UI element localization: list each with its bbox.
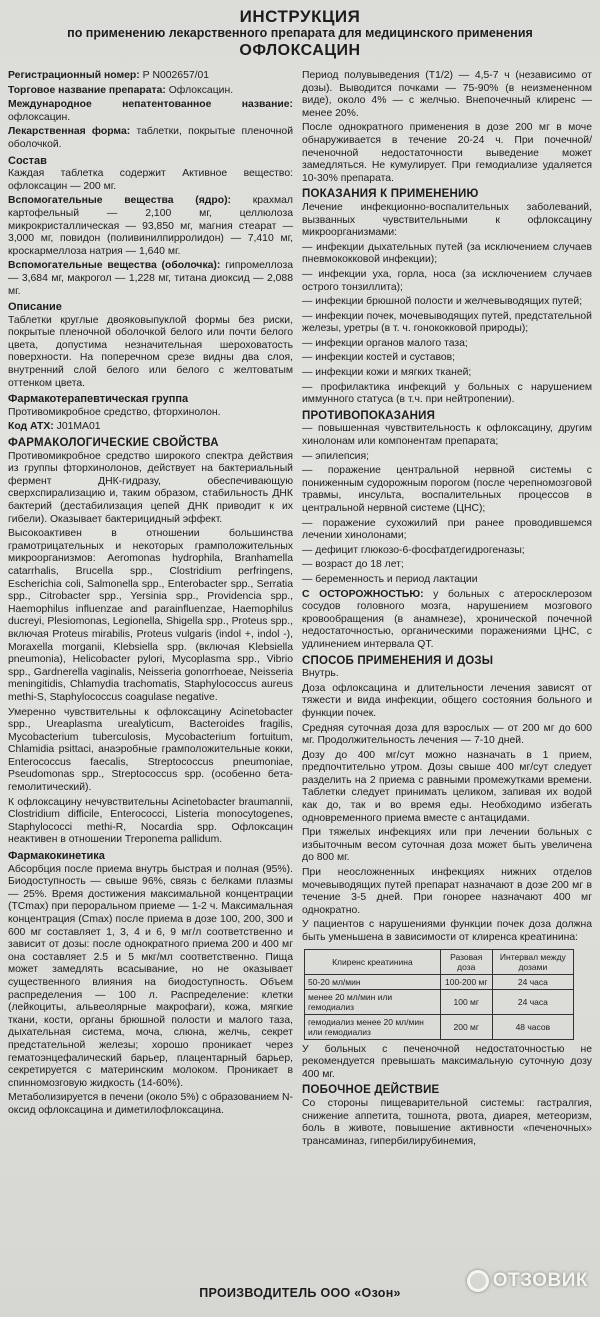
table-cell: 48 часов <box>492 1014 573 1039</box>
table-cell: 24 часа <box>492 974 573 989</box>
dosage-paragraph: Доза офлоксацина и длительности лечения зависят от тяжести и вида инфекции, общего состояния больного и функции почек. <box>302 682 592 719</box>
pharmacology-paragraph: Высокоактивен в отношении большинства грамотрицательных и некоторых грамположительных микроорганизмов: Aeromonas hydrophila, Branhamella catarrhalis, Brucella spp., Clostridium perfringens, Escherichia coli, Salmonella spp., Enterobacter spp., Serratia spp., Citrobacter spp., Yersinia spp., Providencia spp., Haemophilus influenzae and parainfluenzae, Haemophilus ducreyi, Plesiomonas, Legionella, Shigella spp., Proteus spp., включая Proteus mirabilis, Proteus vulgaris (indol +, indol -), Moraxella morganii, Klebsiella spp. (включая Klebsiella pneumonia), Helicobacter pylori, Mycoplasma spp., Vibrio spp., Gardnerella vaginalis, Neisseria gonorrhoeae, Neisseria meningitidis, Chlamydia trachomatis, Staphylococcus aureus methi-S, Staphylococcus coagulase negative. <box>8 528 293 703</box>
contraindication-item: — повышенная чувствительность к офлоксацину, другим хинолонам или компонентам препарата; <box>302 423 592 448</box>
drug-name: ОФЛОКСАЦИН <box>239 42 361 59</box>
pharmacokinetics-heading: Фармакокинетика <box>8 850 105 863</box>
manufacturer: ПРОИЗВОДИТЕЛЬ ООО «Озон» <box>199 1286 401 1300</box>
table-cell: 24 часа <box>492 989 573 1014</box>
half-life-paragraph: Период полувыведения (T1/2) — 4,5-7 ч (независимо от дозы). Выводится почками — 75-90% (в неизмененном виде), около 4% — с желчью. Внепочечный клиренс — менее 20%. <box>302 70 592 119</box>
table-header: Разовая доза <box>440 949 492 974</box>
indication-item: — инфекции дыхательных путей (за исключением случаев пневмококковой инфекции); <box>302 241 592 266</box>
document-subtitle: по применению лекарственного препарата для медицинского применения <box>67 26 533 40</box>
table-cell: 50-20 мл/мин <box>305 974 441 989</box>
dosage-paragraph: У пациентов с нарушениями функции почек доза должна быть уменьшена в зависимости от клиренса креатинина: <box>302 919 592 943</box>
contraindication-item: — поражение сухожилий при ранее проводившемся лечении хинолонами; <box>302 517 592 542</box>
pharmacology-paragraph: Умеренно чувствительны к офлоксацину Acinetobacter spp., Ureaplasma urealyticum, Bacteroides fragilis, Mycobacterium tuberculosis, Mycobacterium fortuitum, Chlamidia psittaci, анаэробные грамположительные кокки, Enterococcus faecalis, Streptococcus pneumoniae, Pseudomonas spp., Streptococcus spp. (особенно бета-гемолитический). <box>8 706 293 794</box>
dosage-paragraph: Внутрь. <box>302 668 339 680</box>
dosage-heading: СПОСОБ ПРИМЕНЕНИЯ И ДОЗЫ <box>302 654 494 667</box>
contraindication-item: — беременность и период лактации <box>302 573 478 585</box>
indication-item: — инфекции кожи и мягких тканей; <box>302 367 472 379</box>
indications-heading: ПОКАЗАНИЯ К ПРИМЕНЕНИЮ <box>302 188 479 201</box>
excipients-shell: Вспомогательные вещества (оболочка): гипромеллоза — 3,684 мг, макрогол — 1,228 мг, титана диоксид — 2,088 мг. <box>8 260 293 297</box>
table-row <box>305 1014 574 1039</box>
dosage-paragraph: У больных с печеночной недостаточностью не рекомендуется превышать максимальную суточную дозу 400 мг. <box>302 1043 592 1080</box>
trade-name: Торговое название препарата: Офлоксацин. <box>8 84 234 96</box>
clearance-dose-table <box>304 949 574 1040</box>
pharmacokinetics-paragraph: Абсорбция после приема внутрь быстрая и полная (95%). Биодоступность — свыше 96%, связь с белками плазмы — 25%. Время достижения максимальной концентрации (TCmax) при пероральном приеме — 1-2 ч. Максимальная концентрация (Cmax) после приема в дозе 100, 200, 300 и 600 мг составляет 1, 3, 4 и 6, 9 мг/л соответственно и зависит от дозы: после однократного приема 200 и 400 мг она составляет 2.5 и 5 мкг/мл соответственно. Пища может замедлять всасывание, но не оказывает существенного влияния на биодоступность. Объем распределения — 100 л. Распределение: клетки (лейкоциты, альвеолярные макрофаги), кожа, мягкие ткани, кости, органы брюшной полости и малого таза, дыхательная система, моча, слюна, желчь, секрет предстательной железы; хорошо проникает через гематоэнцефалический барьер, плацентарный барьер, секретируется с материнским молоком. Проникает в спинномозговую жидкость (14-60%). <box>8 863 293 1089</box>
description-text: Таблетки круглые двояковыпуклой формы без риски, покрытые пленочной оболочкой белого или почти белого цвета, допустима незначительная шероховатость поверхности. На поперечном срезе видны два слоя, внутренний слой белого или белого с желтоватым оттенком цвета. <box>8 314 293 389</box>
indication-item: — инфекции костей и суставов; <box>302 352 456 364</box>
table-row <box>305 974 574 989</box>
inn-name: Международное непатентованное название: офлоксацин. <box>8 99 293 123</box>
left-column <box>8 70 293 1120</box>
contraindication-item: — поражение центральной нервной системы с пониженным судорожным порогом (после черепномозговой травмы, инсульта, воспалительных процессов в центральной нервной системе (ЦНС); <box>302 465 592 514</box>
table-cell: гемодиализ менее 20 мл/мин или гемодиализ <box>305 1014 441 1039</box>
pharmacology-heading: ФАРМАКОЛОГИЧЕСКИЕ СВОЙСТВА <box>8 437 219 450</box>
contraindication-item: — возраст до 18 лет; <box>302 559 404 571</box>
side-effects-paragraph: Со стороны пищеварительной системы: гастралгия, снижение аппетита, тошнота, рвота, диарея, метеоризм, боль в животе, повышение активности «печеночных» трансаминаз, гипербилирубинемия, <box>302 1097 592 1147</box>
indication-item: — инфекции брюшной полости и желчевыводящих путей; <box>302 296 583 308</box>
table-cell: 100 мг <box>440 989 492 1014</box>
excipients-core: Вспомогательные вещества (ядро): крахмал картофельный — 2,100 мг, целлюлоза микрокристаллическая — 93,850 мг, магния стеарат — 3,000 мг, повидон (поливинилпирролидон) — 7,410 мг, кроскармеллоза натрия — 1,640 мг. <box>8 195 293 257</box>
composition-text: Каждая таблетка содержит Активное вещество: офлоксацин — 200 мг. <box>8 168 293 192</box>
table-header: Клиренс креатинина <box>305 949 441 974</box>
document-title: ИНСТРУКЦИЯ <box>239 7 361 26</box>
table-cell: 100-200 мг <box>440 974 492 989</box>
right-column <box>302 70 592 1150</box>
table-row <box>305 989 574 1014</box>
dosage-form: Лекарственная форма: таблетки, покрытые пленочной оболочкой. <box>8 126 293 150</box>
table-cell: менее 20 мл/мин или гемодиализ <box>305 989 441 1014</box>
table-header: Интервал между дозами <box>492 949 573 974</box>
table-header-row <box>305 949 574 974</box>
indication-item: — инфекции органов малого таза; <box>302 337 468 349</box>
dosage-paragraph: При неосложненных инфекциях нижних отделов мочевыводящих путей препарат назначают в дозе 200 мг в течение 3-5 дней. При гонорее назначают 400 мг однократно. <box>302 867 592 916</box>
indication-item: — профилактика инфекций у больных с нарушением иммунного статуса (в т.ч. при нейтропении). <box>302 381 592 406</box>
contraindications-heading: ПРОТИВОПОКАЗАНИЯ <box>302 409 436 422</box>
pharmacokinetics-paragraph: Метаболизируется в печени (около 5%) с образованием N-оксид офлоксацина и диметилофлоксацина. <box>8 1092 294 1116</box>
pharm-group-text: Противомикробное средство, фторхинолон. <box>8 406 221 418</box>
pharmacology-paragraph: К офлоксацину нечувствительны Acinetobacter braumannii, Clostridium difficile, Enterococci, Listeria monocytogenes, Staphylococci methi-R, Nocardia spp. Офлоксацин неактивен в отношении Treponema pallidum. <box>8 796 293 846</box>
table-cell: 200 мг <box>440 1014 492 1039</box>
excretion-paragraph: После однократного применения в дозе 200 мг в моче обнаруживается в течение 20-24 ч. При почечной/печеночной недостаточности выведение может замедляться. Не кумулирует. При гемодиализе удаляется 10-30% препарата. <box>302 122 592 184</box>
caution-paragraph: С ОСТОРОЖНОСТЬЮ: у больных с атеросклерозом сосудов головного мозга, нарушением мозгового кровообращения (в анамнезе), хронической почечной недостаточностью, органическими поражениями ЦНС, с удлинением интервала QT. <box>302 588 592 650</box>
watermark-logo-icon <box>467 1270 489 1292</box>
dosage-paragraph: Средняя суточная доза для взрослых — от 200 мг до 600 мг. Продолжительность лечения — 7-10 дней. <box>302 722 592 747</box>
indication-item: — инфекции уха, горла, носа (за исключением случаев острого тонзиллита); <box>302 268 592 293</box>
description-heading: Описание <box>8 301 62 314</box>
composition-heading: Состав <box>8 154 47 167</box>
side-effects-heading: ПОБОЧНОЕ ДЕЙСТВИЕ <box>302 1084 440 1097</box>
registration-number: Регистрационный номер: Р N002657/01 <box>8 70 210 81</box>
dosage-paragraph: При тяжелых инфекциях или при лечении больных с избыточным весом суточная доза может быть увеличена до 800 мг. <box>302 827 592 864</box>
indications-intro: Лечение инфекционно-воспалительных заболеваний, вызванных чувствительными к офлоксацину микроорганизмами: <box>302 201 592 239</box>
pharm-group-heading: Фармакотерапевтическая группа <box>8 393 189 406</box>
dosage-paragraph: Дозу до 400 мг/сут можно назначать в 1 прием, предпочтительно утром. Дозы свыше 400 мг/сут следует разделить на 2 приема с равными промежутками времени. Таблетки следует принимать целиком, запивая их водой как до, так и во время еды. Необходимо избегать одновременного приема вместе с антацидами. <box>302 749 592 824</box>
pharmacology-paragraph: Противомикробное средство широкого спектра действия из группы фторхинолонов, действует на бактериальный фермент ДНК-гидразу, обеспечивающую сверхспирализацию и, таким образом, стабильность ДНК бактерий (дестабилизация цепей ДНК приводит к их гибели). Оказывает бактерицидный эффект. <box>8 450 293 525</box>
document-header <box>0 8 600 60</box>
indication-item: — инфекции почек, мочевыводящих путей, предстательной железы, уретры (в т. ч. гонококковой природы); <box>302 310 592 335</box>
contraindication-item: — дефицит глюкозо-6-фосфатдегидрогеназы; <box>302 544 525 556</box>
contraindication-item: — эпилепсия; <box>302 450 369 462</box>
watermark <box>467 1270 588 1292</box>
atc-code: Код АТХ: J01MA01 <box>8 421 101 433</box>
watermark-text: ОТЗОВИК <box>492 1270 588 1291</box>
